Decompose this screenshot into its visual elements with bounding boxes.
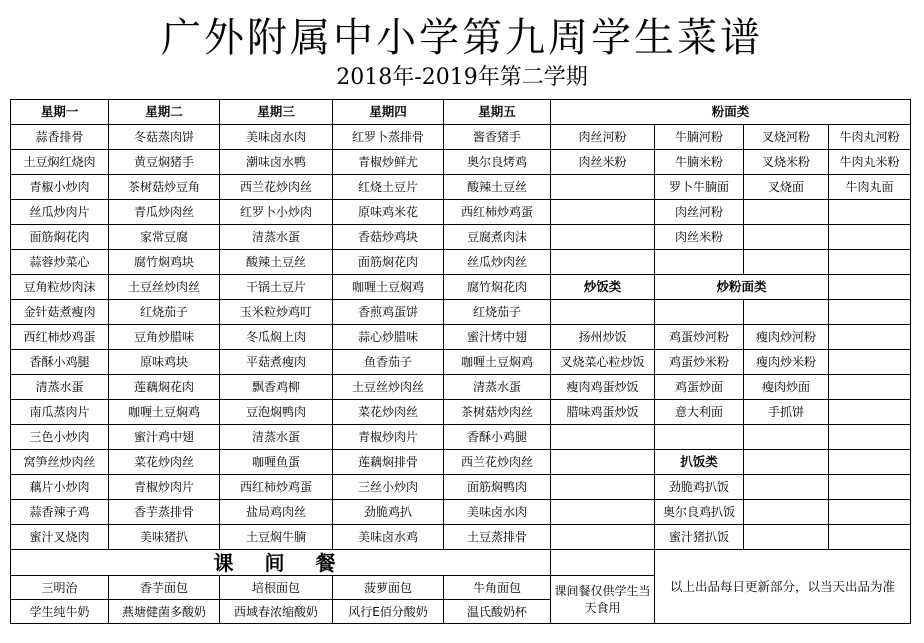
dish-mon: 蒜蓉炒菜心 bbox=[11, 250, 109, 275]
dish-wed: 冬瓜焖上肉 bbox=[220, 325, 333, 350]
empty-cell bbox=[744, 300, 829, 325]
menu-row bbox=[11, 125, 911, 150]
dish-mon: 西红柿炒鸡蛋 bbox=[11, 325, 109, 350]
menu-row bbox=[11, 475, 911, 500]
snack-item: 西域春浓缩酸奶 bbox=[220, 600, 333, 624]
side-dish-cell: 牛腩米粉 bbox=[655, 150, 744, 175]
dish-tue: 青椒炒肉片 bbox=[109, 475, 220, 500]
dish-mon: 蒜香辣子鸡 bbox=[11, 500, 109, 525]
dish-mon: 丝瓜炒肉片 bbox=[11, 200, 109, 225]
dish-fri: 美味卤水肉 bbox=[444, 500, 551, 525]
snack-item: 牛角面包 bbox=[444, 576, 551, 600]
dish-thu: 劲脆鸡扒 bbox=[333, 500, 444, 525]
side-dish-cell: 瘦肉炒河粉 bbox=[744, 325, 829, 350]
day-header-tue: 星期二 bbox=[109, 100, 220, 125]
dish-fri: 香酥小鸡腿 bbox=[444, 425, 551, 450]
dish-mon: 窝笋丝炒肉丝 bbox=[11, 450, 109, 475]
dish-wed: 平菇煮瘦肉 bbox=[220, 350, 333, 375]
menu-row bbox=[11, 450, 911, 475]
empty-cell bbox=[655, 425, 744, 450]
empty-cell bbox=[744, 200, 829, 225]
dish-tue: 香芋蒸排骨 bbox=[109, 500, 220, 525]
dish-thu: 面筋焖花肉 bbox=[333, 250, 444, 275]
side-dish-cell: 奥尔良鸡扒饭 bbox=[655, 500, 744, 525]
snack-header: 课 间 餐 bbox=[11, 550, 551, 576]
snack-header-row bbox=[11, 550, 911, 576]
side-dish-cell: 炒粉面类 bbox=[655, 275, 829, 300]
snack-item: 燕塘健菌多酸奶 bbox=[109, 600, 220, 624]
empty-cell bbox=[551, 525, 655, 550]
snack-note: 课间餐仅供学生当天食用 bbox=[551, 576, 655, 624]
dish-thu: 鱼香茄子 bbox=[333, 350, 444, 375]
dish-wed: 清蒸水蛋 bbox=[220, 225, 333, 250]
side-dish-cell: 腊味鸡蛋炒饭 bbox=[551, 400, 655, 425]
empty-cell bbox=[551, 450, 655, 475]
empty-cell bbox=[829, 300, 911, 325]
snack-item: 三明治 bbox=[11, 576, 109, 600]
dish-thu: 蒜心炒腊味 bbox=[333, 325, 444, 350]
empty-cell bbox=[829, 225, 911, 250]
dish-fri: 红烧茄子 bbox=[444, 300, 551, 325]
page-title: 广外附属中小学第九周学生菜谱 bbox=[161, 15, 763, 61]
dish-fri: 茶树菇炒肉丝 bbox=[444, 400, 551, 425]
empty-cell bbox=[829, 350, 911, 375]
side-dish-cell: 鸡蛋炒面 bbox=[655, 375, 744, 400]
empty-cell bbox=[744, 225, 829, 250]
dish-tue: 红烧茄子 bbox=[109, 300, 220, 325]
dish-fri: 腐竹焖花肉 bbox=[444, 275, 551, 300]
empty-cell bbox=[829, 250, 911, 275]
empty-cell bbox=[551, 500, 655, 525]
empty-cell bbox=[829, 400, 911, 425]
empty-cell bbox=[551, 550, 655, 576]
dish-wed: 飘香鸡柳 bbox=[220, 375, 333, 400]
empty-cell bbox=[744, 250, 829, 275]
side-dish-cell: 叉烧菜心粒炒饭 bbox=[551, 350, 655, 375]
side-dish-cell: 鸡蛋炒河粉 bbox=[655, 325, 744, 350]
dish-mon: 金针菇煮瘦肉 bbox=[11, 300, 109, 325]
empty-cell bbox=[744, 425, 829, 450]
dish-wed: 土豆焖牛腩 bbox=[220, 525, 333, 550]
side-dish-cell: 手抓饼 bbox=[744, 400, 829, 425]
empty-cell bbox=[551, 475, 655, 500]
menu-row bbox=[11, 175, 911, 200]
empty-cell bbox=[829, 475, 911, 500]
side-dish-cell: 瘦肉炒面 bbox=[744, 375, 829, 400]
dish-fri: 咖喱土豆焖鸡 bbox=[444, 350, 551, 375]
side-dish-cell: 肉丝米粉 bbox=[655, 225, 744, 250]
dish-wed: 西红柿炒鸡蛋 bbox=[220, 475, 333, 500]
empty-cell bbox=[744, 525, 829, 550]
empty-cell bbox=[551, 425, 655, 450]
snack-item: 温氏酸奶杯 bbox=[444, 600, 551, 624]
dish-thu: 红罗卜蒸排骨 bbox=[333, 125, 444, 150]
dish-wed: 西兰花炒肉丝 bbox=[220, 175, 333, 200]
dish-thu: 莲藕焖排骨 bbox=[333, 450, 444, 475]
side-dish-cell: 肉丝河粉 bbox=[551, 125, 655, 150]
dish-thu: 香菇炒鸡块 bbox=[333, 225, 444, 250]
dish-thu: 红烧土豆片 bbox=[333, 175, 444, 200]
dish-fri: 奥尔良烤鸡 bbox=[444, 150, 551, 175]
empty-cell bbox=[829, 525, 911, 550]
dish-fri: 清蒸水蛋 bbox=[444, 375, 551, 400]
dish-tue: 原味鸡块 bbox=[109, 350, 220, 375]
menu-row bbox=[11, 300, 911, 325]
dish-tue: 家常豆腐 bbox=[109, 225, 220, 250]
side-dish-cell: 炒饭类 bbox=[551, 275, 655, 300]
empty-cell bbox=[829, 200, 911, 225]
dish-tue: 莲藕焖花肉 bbox=[109, 375, 220, 400]
side-dish-cell: 罗卜牛腩面 bbox=[655, 175, 744, 200]
dish-fri: 酸辣土豆丝 bbox=[444, 175, 551, 200]
dish-fri: 蜜汁烤中翅 bbox=[444, 325, 551, 350]
dish-wed: 清蒸水蛋 bbox=[220, 425, 333, 450]
empty-cell bbox=[829, 500, 911, 525]
dish-wed: 咖喱鱼蛋 bbox=[220, 450, 333, 475]
dish-mon: 南瓜蒸肉片 bbox=[11, 400, 109, 425]
dish-wed: 玉米粒炒鸡叮 bbox=[220, 300, 333, 325]
dish-tue: 菜花炒肉丝 bbox=[109, 450, 220, 475]
side-dish-cell: 牛肉丸河粉 bbox=[829, 125, 911, 150]
empty-cell bbox=[829, 375, 911, 400]
dish-tue: 美味猪扒 bbox=[109, 525, 220, 550]
side-dish-cell: 鸡蛋炒米粉 bbox=[655, 350, 744, 375]
dish-mon: 藕片小炒肉 bbox=[11, 475, 109, 500]
empty-cell bbox=[551, 200, 655, 225]
side-dish-cell: 扒饭类 bbox=[655, 450, 744, 475]
dish-fri: 丝瓜炒肉丝 bbox=[444, 250, 551, 275]
dish-thu: 原味鸡米花 bbox=[333, 200, 444, 225]
side-dish-cell: 叉烧米粉 bbox=[744, 150, 829, 175]
menu-row bbox=[11, 400, 911, 425]
dish-mon: 豆角粒炒肉沫 bbox=[11, 275, 109, 300]
noodles-header: 粉面类 bbox=[551, 100, 911, 125]
menu-row bbox=[11, 325, 911, 350]
dish-fri: 酱香猪手 bbox=[444, 125, 551, 150]
empty-cell bbox=[551, 250, 655, 275]
menu-row bbox=[11, 500, 911, 525]
dish-thu: 青椒炒肉片 bbox=[333, 425, 444, 450]
menu-row bbox=[11, 200, 911, 225]
menu-table-body bbox=[11, 100, 911, 624]
dish-thu: 土豆丝炒肉丝 bbox=[333, 375, 444, 400]
dish-tue: 蜜汁鸡中翅 bbox=[109, 425, 220, 450]
dish-wed: 豆泡焖鸭肉 bbox=[220, 400, 333, 425]
empty-cell bbox=[551, 300, 655, 325]
dish-fri: 豆腐煮肉沫 bbox=[444, 225, 551, 250]
menu-row bbox=[11, 250, 911, 275]
dish-thu: 青椒炒鲜尤 bbox=[333, 150, 444, 175]
empty-cell bbox=[744, 500, 829, 525]
header-row bbox=[11, 100, 911, 125]
dish-fri: 土豆蒸排骨 bbox=[444, 525, 551, 550]
side-dish-cell: 瘦肉炒米粉 bbox=[744, 350, 829, 375]
dish-fri: 面筋焖鸭肉 bbox=[444, 475, 551, 500]
snack-item: 菠萝面包 bbox=[333, 576, 444, 600]
menu-row bbox=[11, 425, 911, 450]
dish-thu: 咖喱土豆焖鸡 bbox=[333, 275, 444, 300]
empty-cell bbox=[829, 425, 911, 450]
snack-item: 学生纯牛奶 bbox=[11, 600, 109, 624]
day-header-fri: 星期五 bbox=[444, 100, 551, 125]
menu-row bbox=[11, 375, 911, 400]
dish-fri: 西兰花炒肉丝 bbox=[444, 450, 551, 475]
side-dish-cell: 蜜汁猪扒饭 bbox=[655, 525, 744, 550]
dish-wed: 美味卤水肉 bbox=[220, 125, 333, 150]
dish-mon: 蒜香排骨 bbox=[11, 125, 109, 150]
snack-item: 风行E佰分酸奶 bbox=[333, 600, 444, 624]
dish-mon: 香酥小鸡腿 bbox=[11, 350, 109, 375]
side-dish-cell: 叉烧河粉 bbox=[744, 125, 829, 150]
menu-row bbox=[11, 275, 911, 300]
empty-cell bbox=[551, 225, 655, 250]
semester-subtitle: 2018年-2019年第二学期 bbox=[336, 65, 588, 90]
side-dish-cell: 扬州炒饭 bbox=[551, 325, 655, 350]
dish-wed: 盐局鸡肉丝 bbox=[220, 500, 333, 525]
dish-mon: 土豆焖红烧肉 bbox=[11, 150, 109, 175]
menu-row bbox=[11, 525, 911, 550]
dish-tue: 青瓜炒肉丝 bbox=[109, 200, 220, 225]
dish-mon: 清蒸水蛋 bbox=[11, 375, 109, 400]
empty-cell bbox=[744, 450, 829, 475]
empty-cell bbox=[655, 300, 744, 325]
dish-mon: 面筋焖花肉 bbox=[11, 225, 109, 250]
dish-wed: 红罗卜小炒肉 bbox=[220, 200, 333, 225]
dish-wed: 干锅土豆片 bbox=[220, 275, 333, 300]
snack-item: 培根面包 bbox=[220, 576, 333, 600]
dish-tue: 咖喱土豆焖鸡 bbox=[109, 400, 220, 425]
side-dish-cell: 肉丝米粉 bbox=[551, 150, 655, 175]
dish-fri: 西红柿炒鸡蛋 bbox=[444, 200, 551, 225]
menu-table bbox=[10, 99, 911, 624]
day-header-mon: 星期一 bbox=[11, 100, 109, 125]
menu-row bbox=[11, 225, 911, 250]
dish-tue: 茶树菇炒豆角 bbox=[109, 175, 220, 200]
dish-mon: 蜜汁叉烧肉 bbox=[11, 525, 109, 550]
menu-row bbox=[11, 350, 911, 375]
menu-row bbox=[11, 150, 911, 175]
dish-thu: 菜花炒肉丝 bbox=[333, 400, 444, 425]
dish-thu: 三丝小炒肉 bbox=[333, 475, 444, 500]
dish-mon: 青椒小炒肉 bbox=[11, 175, 109, 200]
side-dish-cell: 瘦肉鸡蛋炒饭 bbox=[551, 375, 655, 400]
dish-tue: 黄豆焖猪手 bbox=[109, 150, 220, 175]
side-dish-cell: 肉丝河粉 bbox=[655, 200, 744, 225]
side-dish-cell: 意大利面 bbox=[655, 400, 744, 425]
side-dish-cell: 牛腩河粉 bbox=[655, 125, 744, 150]
dish-thu: 香煎鸡蛋饼 bbox=[333, 300, 444, 325]
footer-note: 以上出品每日更新部分，以当天出品为准 bbox=[655, 550, 911, 624]
snack-item: 香芋面包 bbox=[109, 576, 220, 600]
side-dish-cell: 叉烧面 bbox=[744, 175, 829, 200]
day-header-thu: 星期四 bbox=[333, 100, 444, 125]
empty-cell bbox=[551, 175, 655, 200]
empty-cell bbox=[829, 275, 911, 300]
side-dish-cell: 牛肉丸面 bbox=[829, 175, 911, 200]
dish-tue: 土豆丝炒肉丝 bbox=[109, 275, 220, 300]
side-dish-cell: 牛肉丸米粉 bbox=[829, 150, 911, 175]
dish-tue: 腐竹焖鸡块 bbox=[109, 250, 220, 275]
dish-wed: 潮味卤水鸭 bbox=[220, 150, 333, 175]
day-header-wed: 星期三 bbox=[220, 100, 333, 125]
dish-mon: 三色小炒肉 bbox=[11, 425, 109, 450]
dish-wed: 酸辣土豆丝 bbox=[220, 250, 333, 275]
empty-cell bbox=[829, 325, 911, 350]
dish-thu: 美味卤水鸡 bbox=[333, 525, 444, 550]
dish-tue: 冬菇蒸肉饼 bbox=[109, 125, 220, 150]
empty-cell bbox=[655, 250, 744, 275]
empty-cell bbox=[829, 450, 911, 475]
empty-cell bbox=[744, 475, 829, 500]
dish-tue: 豆角炒腊味 bbox=[109, 325, 220, 350]
side-dish-cell: 劲脆鸡扒饭 bbox=[655, 475, 744, 500]
